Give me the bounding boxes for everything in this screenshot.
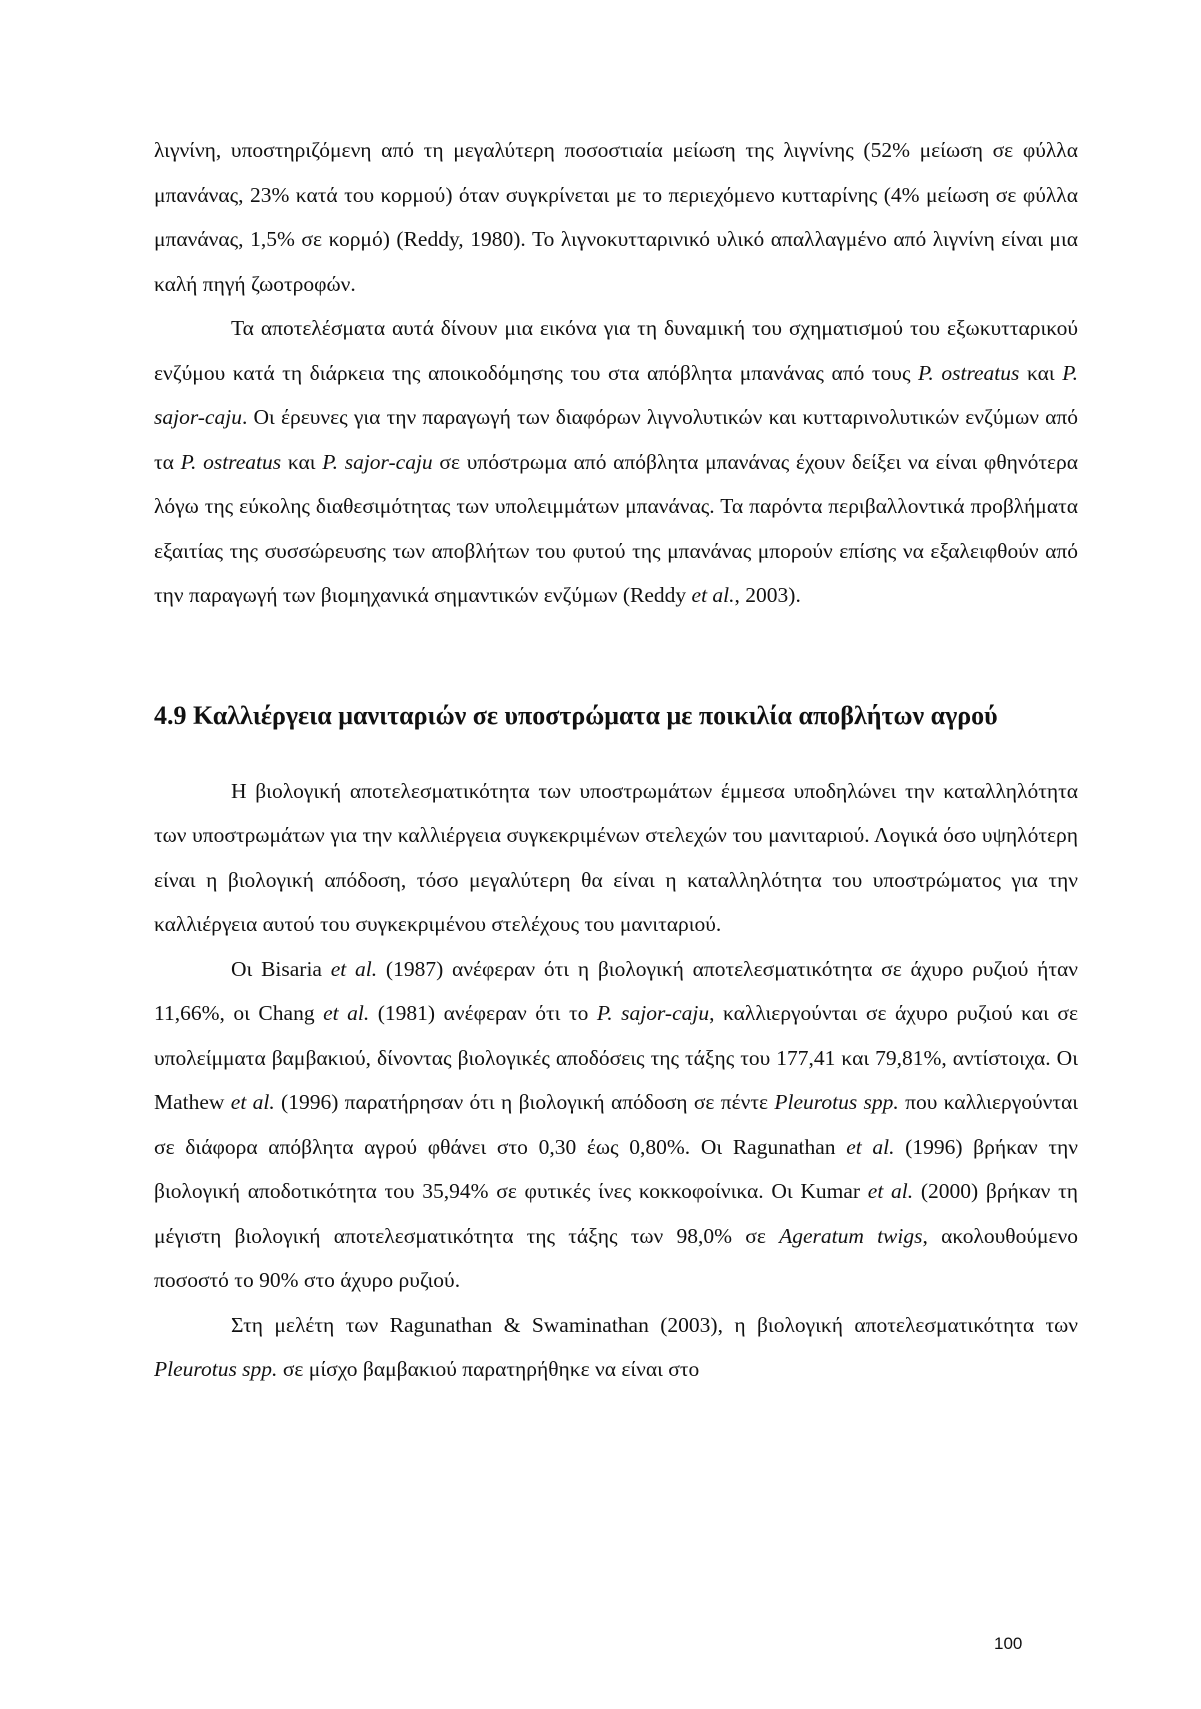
text-run: Στη μελέτη των Ragunathan & Swaminathan (2003), η βιολογική αποτελεσματικότητα των bbox=[231, 1312, 1078, 1337]
italic-text-run: P. sajor-caju bbox=[154, 360, 1078, 429]
italic-text-run: P. sajor-caju bbox=[596, 1001, 710, 1025]
paragraph-5 bbox=[154, 1303, 1078, 1392]
italic-text-run: et al. bbox=[230, 1090, 275, 1114]
paragraph-3 bbox=[154, 769, 1078, 947]
text-run: , ακολουθούμενο ποσοστό το 90% στο άχυρο ρυζιού. bbox=[154, 1223, 1079, 1292]
text-run: (2000) βρήκαν τη μέγιστη βιολογική αποτελεσματικότητα της τάξης των 98,0% σε bbox=[154, 1179, 1078, 1248]
italic-text-run: P. sajor-caju bbox=[322, 449, 433, 474]
text-run: (1987) ανέφεραν ότι η βιολογική αποτελεσματικότητα σε άχυρο ρυζιού ήταν 11,66%, οι Chang bbox=[154, 956, 1078, 1025]
text-run: . Οι έρευνες για την παραγωγή των διαφόρων λιγνολυτικών και κυτταρινολυτικών ενζύμων από τα bbox=[154, 405, 1078, 474]
text-run: σε υπόστρωμα από απόβλητα μπανάνας έχουν δείξει να είναι φθηνότερα λόγω της εύκολης διαθεσιμότητας των υπολειμμάτων μπανάνας. Τα παρόντα περιβαλλοντικά προβλήματα εξαιτίας της συσσώρευσης των αποβλήτων του φυτού της μπανάνας μπορούν επίσης να εξαλειφθούν από την παραγωγή των βιομηχανικά σημαντικών ενζύμων (Reddy bbox=[154, 449, 1078, 607]
text-run: που καλλιεργούνται σε διάφορα απόβλητα αγρού φθάνει στο 0,30 έως 0,80%. Οι Ragunathan bbox=[154, 1090, 1079, 1159]
page-body bbox=[154, 128, 1078, 1392]
paragraph-2 bbox=[154, 306, 1078, 618]
text-run: λιγνίνη, υποστηριζόμενη από τη μεγαλύτερη ποσοστιαία μείωση της λιγνίνης (52% μείωση σε φύλλα μπανάνας, 23% κατά του κορμού) όταν συγκρίνεται με το περιεχόμενο κυτταρίνης (4% μείωση σε φύλλα μπανάνας, 1,5% σε κορμό) (Reddy, 1980). Το λιγνοκυτταρινικό υλικό απαλλαγμένο από λιγνίνη είναι μια καλή πηγή ζωοτροφών. bbox=[154, 138, 1078, 296]
italic-text-run: Pleurotus spp. bbox=[774, 1090, 899, 1114]
text-run: και bbox=[281, 449, 323, 474]
italic-text-run: Pleurotus spp. bbox=[154, 1357, 278, 1381]
text-run: και bbox=[1019, 360, 1063, 385]
page-number: 100 bbox=[994, 1634, 1023, 1653]
text-run: (1996) βρήκαν την βιολογική αποδοτικότητα του 35,94% σε φυτικές ίνες κοκκοφοίνικα. Οι Kumar bbox=[154, 1134, 1078, 1203]
italic-text-run: et al. bbox=[330, 956, 378, 981]
italic-text-run: P. ostreatus bbox=[918, 360, 1020, 385]
paragraph-4 bbox=[154, 947, 1078, 1303]
text-run: Η βιολογική αποτελεσματικότητα των υποστρωμάτων έμμεσα υποδηλώνει την καταλληλότητα των υποστρωμάτων για την καλλιέργεια συγκεκριμένων στελεχών του μανιταριού. Λογικά όσο υψηλότερη είναι η βιολογική απόδοση, τόσο μεγαλύτερη θα είναι η καταλληλότητα του υποστρώματος για την καλλιέργεια αυτού του συγκεκριμένου στελέχους του μανιταριού. bbox=[154, 778, 1078, 936]
text-run: (1996) παρατήρησαν ότι η βιολογική απόδοση σε πέντε bbox=[274, 1090, 775, 1114]
italic-text-run: et al. bbox=[846, 1134, 895, 1159]
text-run: , 2003). bbox=[734, 583, 801, 607]
italic-text-run: et al. bbox=[691, 583, 735, 607]
text-run: , καλλιεργούνται σε άχυρο ρυζιού και σε υπολείμματα βαμβακιού, δίνοντας βιολογικές αποδόσεις της τάξης του 177,41 και 79,81%, αντίστοιχα. Οι Mathew bbox=[154, 1001, 1078, 1114]
text-run: σε μίσχο βαμβακιού παρατηρήθηκε να είναι στο bbox=[277, 1357, 700, 1381]
section-heading: 4.9 Καλλιέργεια μανιταριών σε υποστρώματα με ποικιλία αποβλήτων αγρού bbox=[154, 700, 998, 730]
text-run: Οι Bisaria bbox=[231, 956, 331, 981]
text-run: (1981) ανέφεραν ότι το bbox=[369, 1001, 597, 1025]
italic-text-run: Ageratum twigs bbox=[779, 1223, 923, 1248]
text-run: Τα αποτελέσματα αυτά δίνουν μια εικόνα για τη δυναμική του σχηματισμού του εξωκυτταρικού ενζύμου κατά τη διάρκεια της αποικοδόμησης του στα απόβλητα μπανάνας από τους bbox=[154, 316, 1078, 385]
italic-text-run: et al. bbox=[323, 1001, 370, 1025]
italic-text-run: P. ostreatus bbox=[180, 449, 282, 474]
paragraph-1 bbox=[154, 128, 1078, 306]
italic-text-run: et al. bbox=[867, 1179, 914, 1203]
